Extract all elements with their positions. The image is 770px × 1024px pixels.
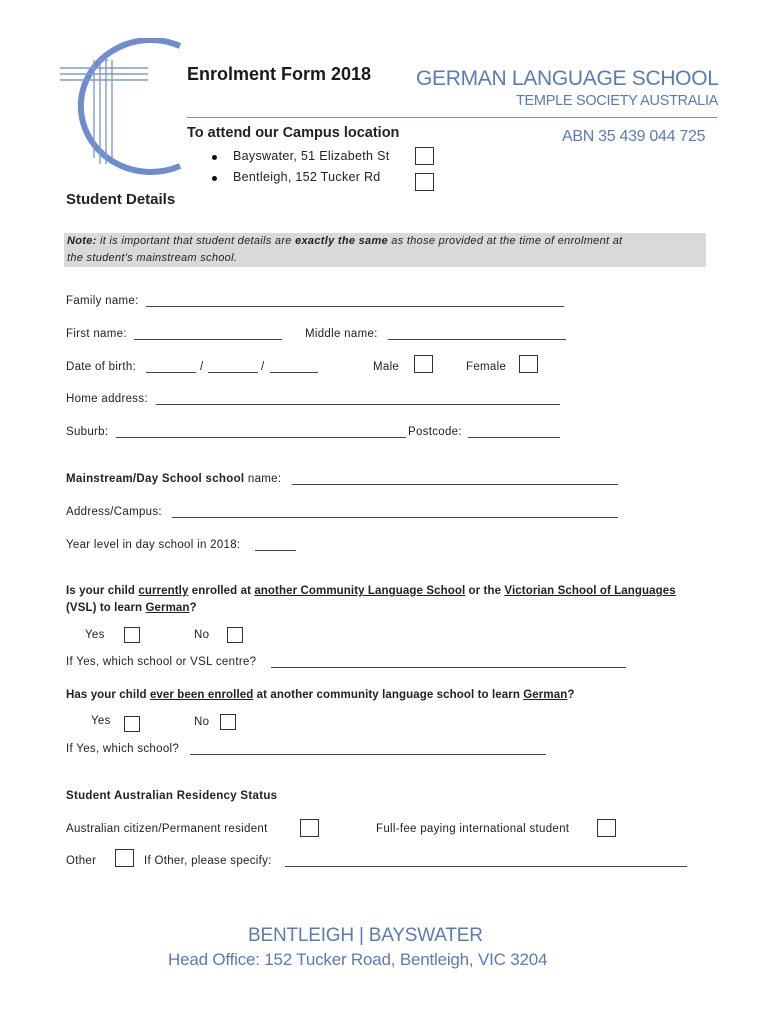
abn: ABN 35 439 044 725 xyxy=(562,128,706,145)
fullfee-checkbox[interactable] xyxy=(597,819,616,837)
female-label: Female xyxy=(466,361,507,373)
citizen-label: Australian citizen/Permanent resident xyxy=(66,823,268,835)
bullet xyxy=(212,176,217,181)
dob-separator: / xyxy=(261,361,265,373)
society-name: TEMPLE SOCIETY AUSTRALIA xyxy=(516,93,719,109)
q2-no-label: No xyxy=(194,716,210,728)
q2-text: Has your child xyxy=(66,689,150,701)
header-divider xyxy=(187,117,717,118)
q2-yes-checkbox[interactable] xyxy=(124,716,140,732)
q1-text: Is your child xyxy=(66,585,139,597)
day-school-label-bold: Mainstream/Day School school xyxy=(66,473,245,485)
footer-campuses: BENTLEIGH | BAYSWATER xyxy=(248,925,483,946)
q1-underline: Victorian School of Languages xyxy=(504,585,676,597)
note-text: it is important that student details are xyxy=(96,235,296,247)
q1-no-label: No xyxy=(194,629,210,641)
female-checkbox[interactable] xyxy=(519,355,538,373)
q2-yes-label: Yes xyxy=(91,715,111,727)
note-label: Note: xyxy=(67,235,97,247)
postcode-field[interactable] xyxy=(468,437,560,438)
address-campus-label: Address/Campus: xyxy=(66,506,162,518)
other-label: Other xyxy=(66,855,97,867)
q2-underline: German xyxy=(523,689,568,701)
q1-followup-label: If Yes, which school or VSL centre? xyxy=(66,656,257,668)
q1-followup-field[interactable] xyxy=(271,667,626,668)
suburb-field[interactable] xyxy=(116,437,406,438)
question-current-enrolment-line2 xyxy=(66,602,197,614)
day-school-name-field[interactable] xyxy=(292,484,618,485)
q1-text: ? xyxy=(189,602,197,614)
campus-heading: To attend our Campus location xyxy=(187,125,400,141)
day-school-name-label xyxy=(66,473,281,485)
address-campus-field[interactable] xyxy=(172,517,618,518)
q2-no-checkbox[interactable] xyxy=(220,714,236,730)
q1-underline: currently xyxy=(138,585,189,597)
footer-head-office: Head Office: 152 Tucker Road, Bentleigh, VIC 3204 xyxy=(168,950,548,969)
other-checkbox[interactable] xyxy=(115,849,134,867)
campus-option-bayswater: Bayswater, 51 Elizabeth St xyxy=(233,149,390,163)
q2-text: ? xyxy=(567,689,575,701)
q2-followup-field[interactable] xyxy=(190,754,546,755)
note-emphasis: exactly the same xyxy=(295,235,388,247)
q1-text: (VSL) to learn xyxy=(66,602,146,614)
male-checkbox[interactable] xyxy=(414,355,433,373)
home-address-label: Home address: xyxy=(66,393,148,405)
question-ever-enrolled xyxy=(66,689,574,701)
home-address-field[interactable] xyxy=(156,404,560,405)
year-level-label: Year level in day school in 2018: xyxy=(66,539,241,551)
form-title: Enrolment Form 2018 xyxy=(187,64,372,84)
q2-followup-label: If Yes, which school? xyxy=(66,743,180,755)
note-line-2: the student’s mainstream school. xyxy=(67,252,238,264)
day-school-label-rest: name: xyxy=(244,473,282,485)
q1-yes-label: Yes xyxy=(85,629,105,641)
male-label: Male xyxy=(373,361,400,373)
dob-day-field[interactable] xyxy=(146,372,196,373)
q1-yes-checkbox[interactable] xyxy=(124,627,140,643)
note-text-end: as those provided at the time of enrolment at xyxy=(387,235,623,247)
q1-underline: another Community Language School xyxy=(254,585,466,597)
school-name: GERMAN LANGUAGE SCHOOL xyxy=(416,67,719,90)
q2-text: at another community language school to learn xyxy=(253,689,524,701)
citizen-checkbox[interactable] xyxy=(300,819,319,837)
campus-option-bentleigh: Bentleigh, 152 Tucker Rd xyxy=(233,170,381,184)
family-name-label: Family name: xyxy=(66,295,139,307)
family-name-field[interactable] xyxy=(146,306,564,307)
dob-year-field[interactable] xyxy=(270,372,318,373)
other-specify-label: If Other, please specify: xyxy=(144,855,272,867)
bullet xyxy=(212,155,217,160)
residency-heading: Student Australian Residency Status xyxy=(66,790,278,802)
q1-text: or the xyxy=(465,585,505,597)
dob-label: Date of birth: xyxy=(66,361,137,373)
q1-text: enrolled at xyxy=(188,585,255,597)
q2-underline: ever been enrolled xyxy=(149,689,254,701)
middle-name-label: Middle name: xyxy=(305,328,378,340)
middle-name-field[interactable] xyxy=(388,339,566,340)
note-line-1 xyxy=(67,235,623,247)
campus-bentleigh-checkbox[interactable] xyxy=(415,173,434,191)
section-student-details: Student Details xyxy=(66,191,176,208)
fullfee-label: Full-fee paying international student xyxy=(376,823,570,835)
question-current-enrolment xyxy=(66,585,676,597)
suburb-label: Suburb: xyxy=(66,426,109,438)
temple-society-logo xyxy=(30,38,190,178)
campus-bayswater-checkbox[interactable] xyxy=(415,147,434,165)
postcode-label: Postcode: xyxy=(408,426,462,438)
year-level-field[interactable] xyxy=(255,550,296,551)
first-name-field[interactable] xyxy=(134,339,282,340)
first-name-label: First name: xyxy=(66,328,127,340)
dob-month-field[interactable] xyxy=(208,372,258,373)
dob-separator: / xyxy=(200,361,204,373)
q1-no-checkbox[interactable] xyxy=(227,627,243,643)
q1-underline: German xyxy=(145,602,190,614)
other-specify-field[interactable] xyxy=(285,866,687,867)
